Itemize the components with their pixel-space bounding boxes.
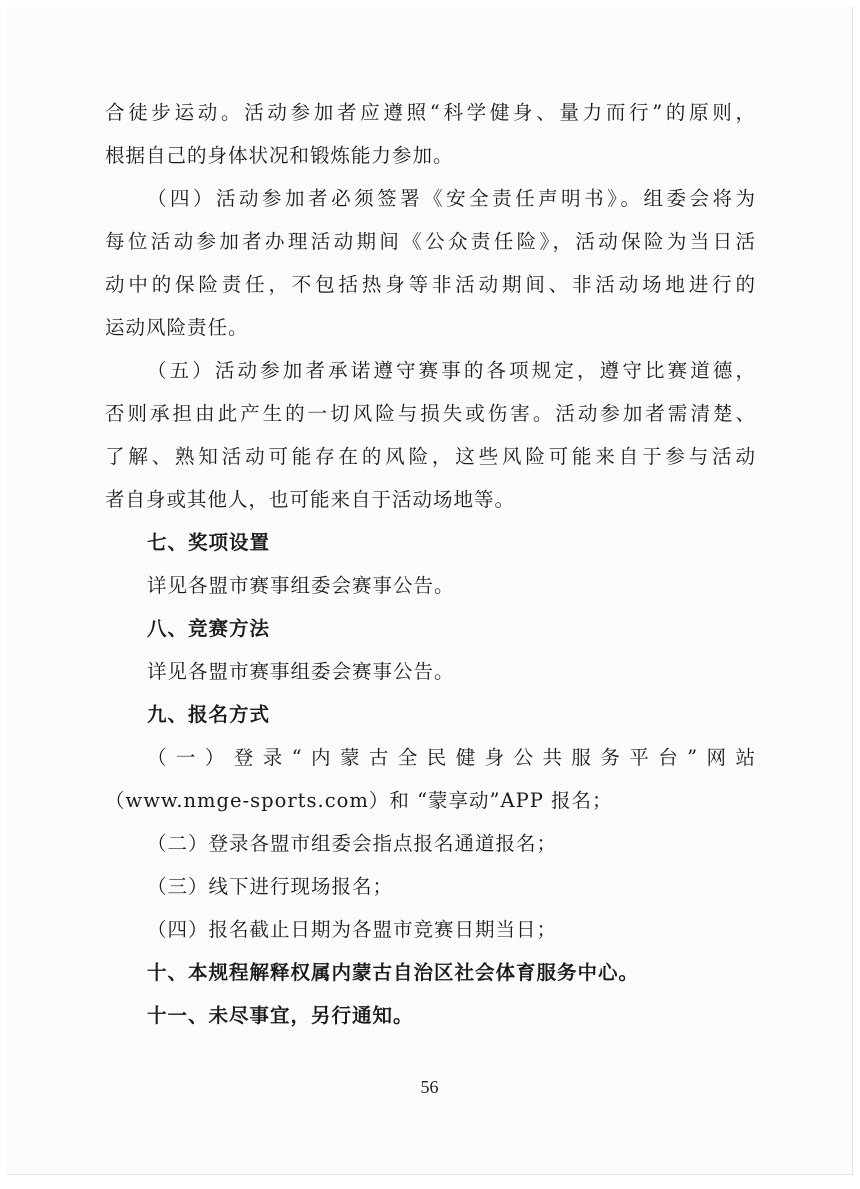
paragraph-line: 者自身或其他人，也可能来自于活动场地等。 [105, 488, 516, 511]
paragraph-line: （四）活动参加者必须签署《安全责任声明书》。组委会将为 [147, 187, 755, 210]
paragraph-line: 详见各盟市赛事组委会赛事公告。 [147, 574, 455, 597]
paragraph-line: （四）报名截止日期为各盟市竞赛日期当日； [147, 918, 558, 941]
paragraph-line: （www.nmge-sports.com）和 “蒙享动”APP 报名； [105, 789, 613, 812]
paragraph-line: 详见各盟市赛事组委会赛事公告。 [147, 660, 455, 683]
paragraph-line: 运动风险责任。 [105, 316, 249, 339]
paragraph-line: 动中的保险责任，不包括热身等非活动期间、非活动场地进行的 [105, 273, 755, 296]
paragraph-line: 合徒步运动。活动参加者应遵照“科学健身、量力而行”的原则， [105, 101, 755, 124]
paragraph-line: 了解、熟知活动可能存在的风险，这些风险可能来自于参与活动 [105, 445, 755, 468]
paragraph-line: 每位活动参加者办理活动期间《公众责任险》，活动保险为当日活 [105, 230, 755, 253]
section-heading-interpretation: 十、本规程解释权属内蒙古自治区社会体育服务中心。 [147, 961, 640, 984]
paragraph-line: （一）登录“内蒙古全民健身公共服务平台”网站 [147, 746, 755, 769]
section-heading-other-matters: 十一、未尽事宜，另行通知。 [147, 1004, 414, 1027]
document-body [105, 99, 755, 1045]
section-heading-awards: 七、奖项设置 [147, 531, 271, 554]
paragraph-line: （二）登录各盟市组委会指点报名通道报名； [147, 832, 558, 855]
paragraph-line: 根据自己的身体状况和锻炼能力参加。 [105, 144, 454, 167]
section-heading-registration: 九、报名方式 [147, 703, 271, 726]
section-heading-competition-method: 八、竞赛方法 [147, 617, 271, 640]
paragraph-line: 否则承担由此产生的一切风险与损失或伤害。活动参加者需清楚、 [105, 402, 755, 425]
page-number: 56 [420, 1077, 439, 1097]
paragraph-line: （三）线下进行现场报名； [147, 875, 394, 898]
document-page [7, 7, 853, 1175]
paragraph-line: （五）活动参加者承诺遵守赛事的各项规定，遵守比赛道德， [147, 359, 755, 382]
